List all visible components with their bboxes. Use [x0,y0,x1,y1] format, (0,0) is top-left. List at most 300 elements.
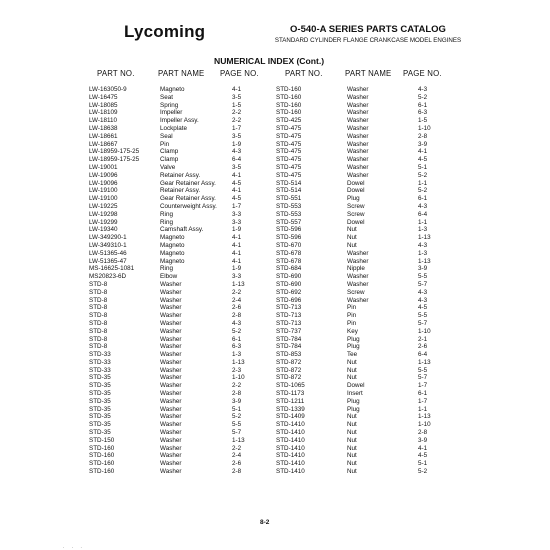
table-row [0,413,550,421]
page-no-left-cell: 1-9 [232,226,242,234]
part-name-right-cell: Nut [347,429,357,437]
part-no-right-cell: STD-596 [276,226,302,234]
page-no-right-cell: 2-8 [418,429,428,437]
table-row [0,180,550,188]
page-no-left-cell: 1-9 [232,140,242,148]
part-name-right-cell: Dowel [347,382,365,390]
part-name-right-cell: Nut [347,413,357,421]
page-no-right-cell: 5-5 [418,273,428,281]
part-name-left-cell: Washer [160,280,182,288]
part-no-right-cell: STD-557 [276,218,302,226]
part-no-right-cell: STD-1410 [276,421,305,429]
part-name-right-cell: Nut [347,358,357,366]
page-no-left-cell: 4-3 [232,148,242,156]
page-no-left-cell: 3-5 [232,163,242,171]
page-no-left-cell: 2-2 [232,382,242,390]
part-no-right-cell: STD-160 [276,101,302,109]
part-no-right-cell: STD-475 [276,132,302,140]
page-no-left-cell: 3-5 [232,132,242,140]
page-no-right-cell: 4-3 [418,288,428,296]
part-no-left-cell: STD-8 [89,280,108,288]
part-no-right-cell: STD-553 [276,202,302,210]
page-no-left-cell: 4-1 [232,171,242,179]
part-name-left-cell: Impeller [160,109,183,117]
part-no-right-cell: STD-475 [276,163,302,171]
part-name-left-cell: Washer [160,335,182,343]
page-no-right-cell: 1-1 [418,405,428,413]
part-name-right-cell: Nut [347,468,357,476]
brand-logo-text: Lycoming [124,22,206,41]
table-row [0,242,550,250]
part-name-right-cell: Plug [347,397,360,405]
part-no-left-cell: LW-18959-175-25 [89,156,140,164]
page-no-right-cell: 4-3 [418,86,428,93]
page-no-right-cell: 5-2 [418,93,428,101]
page-no-left-cell: 6-1 [232,335,242,343]
part-name-right-cell: Nut [347,452,357,460]
part-name-right-cell: Nut [347,436,357,444]
part-no-left-cell: LW-19225 [89,202,118,210]
part-no-right-cell: STD-514 [276,187,302,195]
part-no-right-cell: STD-690 [276,280,302,288]
page-no-left-cell: 3-3 [232,218,242,226]
page-no-right-cell: 5-7 [418,319,428,327]
page-no-left-cell: 2-4 [232,452,242,460]
part-no-right-cell: STD-475 [276,156,302,164]
table-row [0,304,550,312]
part-no-right-cell: STD-1410 [276,429,305,437]
part-no-left-cell: LW-18667 [89,140,118,148]
part-no-right-cell: STD-696 [276,296,302,304]
part-name-left-cell: Magneto [160,86,185,93]
table-row [0,452,550,460]
part-name-right-cell: Washer [347,163,369,171]
part-name-right-cell: Key [347,327,358,335]
page-no-left-cell: 1-10 [232,374,245,382]
page-no-left-cell: 2-8 [232,390,242,398]
part-no-left-cell: LW-19340 [89,226,118,234]
part-no-right-cell: STD-713 [276,319,302,327]
part-name-right-cell: Screw [347,288,365,296]
part-name-right-cell: Washer [347,257,369,265]
part-no-right-cell: STD-713 [276,312,302,320]
page-no-right-cell: 6-1 [418,101,428,109]
part-name-left-cell: Washer [160,429,182,437]
catalog-subtitle: STANDARD CYLINDER FLANGE CRANKCASE MODEL ENGINES [274,37,462,44]
part-name-right-cell: Plug [347,405,360,413]
part-name-left-cell: Magneto [160,234,185,242]
part-name-left-cell: Washer [160,374,182,382]
part-no-right-cell: STD-1410 [276,444,305,452]
page-no-left-cell: 3-3 [232,273,242,281]
part-name-right-cell: Pin [347,319,357,327]
part-name-left-cell: Valve [160,163,176,171]
table-row [0,343,550,351]
part-name-left-cell: Impeller Assy. [160,117,199,125]
column-header-part-name-right: PART NAME [345,69,392,78]
part-no-right-cell: STD-1409 [276,413,305,421]
part-name-right-cell: Washer [347,93,369,101]
page-no-right-cell: 5-5 [418,312,428,320]
part-no-right-cell: STD-475 [276,140,302,148]
page-no-left-cell: 2-8 [232,468,242,476]
part-no-left-cell: STD-35 [89,397,111,405]
page-no-right-cell: 6-1 [418,390,428,398]
part-no-left-cell: STD-8 [89,304,108,312]
part-name-left-cell: Washer [160,444,182,452]
part-no-left-cell: STD-33 [89,351,111,359]
part-no-right-cell: STD-678 [276,257,302,265]
page-no-left-cell: 4-1 [232,257,242,265]
part-no-right-cell: STD-1410 [276,436,305,444]
part-no-left-cell: STD-8 [89,335,108,343]
part-name-right-cell: Nut [347,241,357,249]
part-name-right-cell: Washer [347,117,369,125]
page-no-left-cell: 1-13 [232,358,245,366]
part-name-left-cell: Washer [160,343,182,351]
page-no-right-cell: 5-2 [418,171,428,179]
page-no-left-cell: 5-7 [232,429,242,437]
part-name-left-cell: Washer [160,327,182,335]
page-no-right-cell: 1-13 [418,257,431,265]
part-name-left-cell: Washer [160,405,182,413]
column-header-page-no-left: PAGE NO. [220,69,259,78]
page-no-right-cell: 4-5 [418,304,428,312]
part-no-right-cell: STD-692 [276,288,302,296]
part-name-right-cell: Tee [347,351,358,359]
part-no-right-cell: STD-160 [276,93,302,101]
column-header-page-no-right: PAGE NO. [403,69,442,78]
part-no-right-cell: STD-690 [276,273,302,281]
part-name-left-cell: Washer [160,296,182,304]
part-no-right-cell: STD-678 [276,249,302,257]
table-row [0,429,550,437]
part-name-right-cell: Nut [347,226,357,234]
part-no-left-cell: LW-19299 [89,218,118,226]
part-no-left-cell: LW-18638 [89,124,118,132]
part-no-right-cell: STD-160 [276,109,302,117]
part-name-right-cell: Washer [347,296,369,304]
page-no-right-cell: 1-10 [418,421,431,429]
table-row [0,265,550,273]
part-no-right-cell: STD-872 [276,366,302,374]
part-no-left-cell: STD-35 [89,413,111,421]
part-name-left-cell: Washer [160,413,182,421]
part-no-right-cell: STD-872 [276,374,302,382]
table-row [0,367,550,375]
parts-index-table [0,86,550,476]
part-name-left-cell: Washer [160,452,182,460]
part-no-right-cell: STD-713 [276,304,302,312]
part-name-left-cell: Ring [160,265,173,273]
part-name-left-cell: Magneto [160,241,185,249]
table-row [0,351,550,359]
part-no-left-cell: STD-160 [89,444,115,452]
page-no-left-cell: 3-9 [232,397,242,405]
table-row [0,359,550,367]
page-no-right-cell: 4-1 [418,444,428,452]
part-name-right-cell: Nut [347,234,357,242]
part-name-right-cell: Washer [347,109,369,117]
part-no-left-cell: LW-18959-175-25 [89,148,140,156]
part-name-left-cell: Washer [160,421,182,429]
part-name-right-cell: Pin [347,312,357,320]
page-no-right-cell: 5-5 [418,366,428,374]
page-no-left-cell: 1-3 [232,351,242,359]
part-no-left-cell: STD-160 [89,460,115,468]
table-row [0,219,550,227]
page-no-left-cell: 4-1 [232,241,242,249]
part-no-right-cell: STD-670 [276,241,302,249]
part-no-right-cell: STD-475 [276,171,302,179]
part-name-right-cell: Washer [347,280,369,288]
part-name-left-cell: Washer [160,304,182,312]
table-row [0,374,550,382]
page-no-left-cell: 5-5 [232,421,242,429]
part-no-left-cell: STD-8 [89,343,108,351]
part-name-left-cell: Pin [160,140,170,148]
page-no-left-cell: 2-2 [232,109,242,117]
scan-dots: . . . [63,544,85,550]
page-no-right-cell: 1-5 [418,117,428,125]
part-name-right-cell: Nut [347,366,357,374]
part-name-right-cell: Plug [347,335,360,343]
part-name-left-cell: Washer [160,358,182,366]
part-name-right-cell: Dowel [347,218,365,226]
part-no-left-cell: STD-160 [89,468,115,476]
page-no-right-cell: 5-1 [418,460,428,468]
part-name-left-cell: Washer [160,351,182,359]
table-row [0,226,550,234]
page-no-left-cell: 5-2 [232,413,242,421]
page-no-right-cell: 2-8 [418,132,428,140]
part-no-left-cell: STD-8 [89,288,108,296]
part-no-left-cell: STD-35 [89,374,111,382]
part-name-right-cell: Nut [347,460,357,468]
part-no-left-cell: STD-35 [89,390,111,398]
part-name-left-cell: Washer [160,382,182,390]
part-no-right-cell: STD-1173 [276,390,305,398]
part-name-right-cell: Washer [347,124,369,132]
table-row [0,203,550,211]
column-header-part-no-right: PART NO. [285,69,323,78]
page-no-left-cell: 1-13 [232,436,245,444]
part-name-right-cell: Insert [347,390,363,398]
page-no-right-cell: 5-1 [418,163,428,171]
part-no-right-cell: STD-1211 [276,397,305,405]
table-row [0,164,550,172]
page-no-right-cell: 5-7 [418,280,428,288]
table-row [0,102,550,110]
table-row [0,133,550,141]
page-no-left-cell: 4-1 [232,187,242,195]
table-row [0,398,550,406]
page-no-left-cell: 5-1 [232,405,242,413]
part-name-left-cell: Retainer Assy. [160,187,201,195]
part-name-left-cell: Washer [160,312,182,320]
page-no-left-cell: 4-1 [232,249,242,257]
part-name-left-cell: Camshaft Assy. [160,226,204,234]
table-row [0,312,550,320]
table-row [0,156,550,164]
table-row [0,109,550,117]
part-no-left-cell: LW-19100 [89,187,118,195]
page-no-left-cell: 1-7 [232,202,242,210]
part-name-right-cell: Nipple [347,265,365,273]
part-name-left-cell: Ring [160,210,173,218]
part-name-left-cell: Washer [160,460,182,468]
part-no-right-cell: STD-1410 [276,468,305,476]
page-no-left-cell: 4-5 [232,195,242,203]
table-row [0,258,550,266]
part-no-left-cell: LW-19001 [89,163,118,171]
table-row [0,234,550,242]
page-no-right-cell: 5-2 [418,468,428,476]
table-row [0,273,550,281]
page-no-left-cell: 5-2 [232,327,242,335]
page-no-right-cell: 6-3 [418,109,428,117]
part-name-left-cell: Gear Retainer Assy. [160,179,216,187]
part-no-left-cell: LW-19096 [89,179,118,187]
page-no-left-cell: 1-5 [232,101,242,109]
part-name-right-cell: Washer [347,249,369,257]
page-no-right-cell: 1-10 [418,327,431,335]
table-row [0,187,550,195]
part-name-left-cell: Gear Retainer Assy. [160,195,216,203]
page-no-left-cell: 3-3 [232,210,242,218]
part-no-left-cell: MS-16625-1081 [89,265,135,273]
part-name-left-cell: Washer [160,390,182,398]
table-row [0,94,550,102]
part-name-left-cell: Washer [160,397,182,405]
part-name-left-cell: Spring [160,101,179,109]
part-name-left-cell: Seal [160,132,173,140]
page-no-right-cell: 6-4 [418,210,428,218]
page-no-right-cell: 4-3 [418,241,428,249]
part-no-left-cell: STD-35 [89,405,111,413]
column-header-part-name-left: PART NAME [158,69,205,78]
part-no-left-cell: STD-8 [89,327,108,335]
part-no-right-cell: STD-1065 [276,382,305,390]
table-row [0,460,550,468]
part-no-right-cell: STD-784 [276,335,302,343]
table-row [0,117,550,125]
part-name-right-cell: Dowel [347,187,365,195]
page-no-right-cell: 1-3 [418,226,428,234]
page-no-right-cell: 1-3 [418,249,428,257]
table-row [0,211,550,219]
part-no-left-cell: LW-51365-47 [89,257,127,265]
page-no-left-cell: 4-1 [232,234,242,242]
page-no-left-cell: 2-4 [232,296,242,304]
part-name-right-cell: Washer [347,273,369,281]
part-no-right-cell: STD-475 [276,124,302,132]
part-no-left-cell: LW-18110 [89,117,118,125]
table-row [0,289,550,297]
part-no-left-cell: LW-16475 [89,93,118,101]
table-row [0,336,550,344]
page-no-right-cell: 4-3 [418,202,428,210]
part-no-left-cell: STD-35 [89,382,111,390]
page-no-left-cell: 2-6 [232,460,242,468]
page-no-right-cell: 1-10 [418,124,431,132]
part-name-right-cell: Nut [347,421,357,429]
part-no-left-cell: STD-8 [89,319,108,327]
part-no-left-cell: LW-349290-1 [89,234,127,242]
part-no-left-cell: LW-349310-1 [89,241,127,249]
table-row [0,320,550,328]
page-no-right-cell: 2-6 [418,343,428,351]
page-no-right-cell: 4-3 [418,296,428,304]
part-name-right-cell: Washer [347,86,369,93]
part-name-right-cell: Plug [347,343,360,351]
part-name-right-cell: Washer [347,148,369,156]
table-row [0,148,550,156]
table-row [0,421,550,429]
part-no-left-cell: MS20823-6D [89,273,127,281]
part-no-left-cell: LW-18661 [89,132,118,140]
part-no-right-cell: STD-551 [276,195,302,203]
part-no-left-cell: STD-8 [89,296,108,304]
part-name-left-cell: Lockplate [160,124,187,132]
part-no-right-cell: STD-475 [276,148,302,156]
page-no-right-cell: 1-1 [418,179,428,187]
part-no-left-cell: LW-51365-46 [89,249,127,257]
part-no-right-cell: STD-1339 [276,405,305,413]
part-name-left-cell: Washer [160,319,182,327]
table-row [0,195,550,203]
part-name-left-cell: Washer [160,366,182,374]
part-no-left-cell: STD-160 [89,452,115,460]
part-name-right-cell: Dowel [347,179,365,187]
part-no-left-cell: LW-18109 [89,109,118,117]
page-no-right-cell: 3-9 [418,436,428,444]
page-no-right-cell: 4-1 [418,148,428,156]
page-no-right-cell: 6-4 [418,351,428,359]
part-name-right-cell: Pin [347,304,357,312]
part-no-right-cell: STD-425 [276,117,302,125]
part-no-left-cell: LW-163050-9 [89,86,127,93]
part-name-left-cell: Clamp [160,148,179,156]
page-no-left-cell: 2-2 [232,444,242,452]
part-name-left-cell: Clamp [160,156,179,164]
table-row [0,406,550,414]
table-row [0,297,550,305]
part-name-right-cell: Plug [347,195,360,203]
page-no-left-cell: 6-3 [232,343,242,351]
part-name-left-cell: Washer [160,288,182,296]
part-name-left-cell: Counterweight Assy. [160,202,217,210]
part-name-left-cell: Washer [160,468,182,476]
part-name-right-cell: Screw [347,202,365,210]
page-no-right-cell: 1-7 [418,382,428,390]
table-row [0,250,550,258]
part-no-left-cell: STD-33 [89,358,111,366]
table-row [0,125,550,133]
page-no-right-cell: 1-7 [418,397,428,405]
part-name-left-cell: Elbow [160,273,178,281]
page-no-left-cell: 4-3 [232,319,242,327]
part-name-left-cell: Magneto [160,249,185,257]
page-no-right-cell: 1-13 [418,358,431,366]
part-name-right-cell: Washer [347,101,369,109]
part-no-right-cell: STD-737 [276,327,302,335]
part-name-left-cell: Retainer Assy. [160,171,201,179]
part-name-right-cell: Washer [347,132,369,140]
page-no-left-cell: 2-6 [232,304,242,312]
table-row [0,382,550,390]
part-no-left-cell: STD-35 [89,429,111,437]
